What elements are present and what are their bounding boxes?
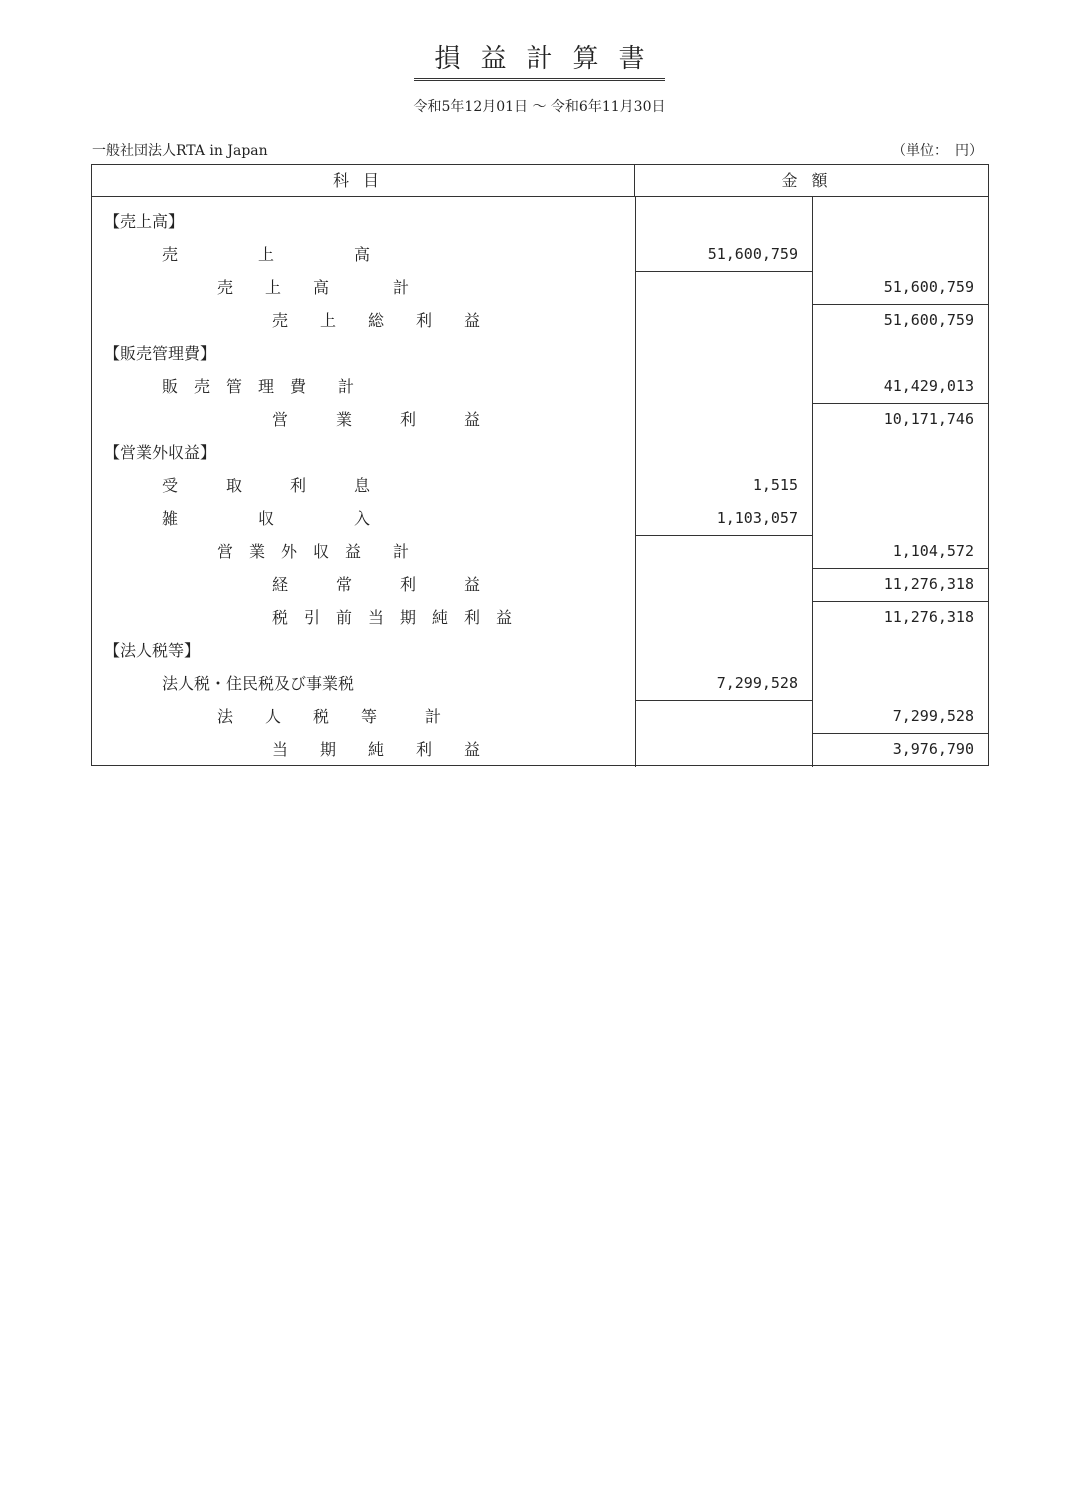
row-label: 法人税・住民税及び事業税 bbox=[162, 674, 355, 693]
row-label: 法 人 税 等 計 bbox=[217, 707, 442, 726]
amount-col1 bbox=[636, 271, 798, 304]
table-row bbox=[92, 733, 988, 766]
amount-col1 bbox=[636, 568, 798, 601]
amount-col2: 51,600,759 bbox=[883, 278, 974, 296]
amount-col2 bbox=[814, 337, 974, 370]
amount-col1 bbox=[636, 403, 798, 436]
amount-col2 bbox=[814, 502, 974, 535]
table-row bbox=[92, 700, 988, 733]
row-label: 税 引 前 当 期 純 利 益 bbox=[272, 608, 513, 627]
header-amount: 金額 bbox=[635, 165, 988, 197]
header-subject: 科目 bbox=[92, 165, 635, 197]
amount-col2 bbox=[814, 667, 974, 700]
table-row bbox=[92, 469, 988, 502]
subtotal-rule bbox=[812, 403, 988, 404]
amount-col2: 11,276,318 bbox=[883, 608, 974, 626]
amount-col1: 51,600,759 bbox=[707, 245, 798, 263]
row-label: 雑 収 入 bbox=[162, 509, 371, 528]
amount-col2 bbox=[814, 469, 974, 502]
table-row bbox=[92, 403, 988, 436]
amount-col1: 1,515 bbox=[752, 476, 798, 494]
table-row bbox=[92, 370, 988, 403]
table-row bbox=[92, 568, 988, 601]
amount-col1 bbox=[636, 304, 798, 337]
row-label: 受 取 利 息 bbox=[162, 476, 371, 495]
row-label: 売 上 高 計 bbox=[217, 278, 410, 297]
table-row bbox=[92, 634, 988, 667]
amount-col1 bbox=[636, 601, 798, 634]
unit-label: （単位： 円） bbox=[892, 143, 983, 159]
row-label: 営 業 利 益 bbox=[272, 410, 481, 429]
amount-col1 bbox=[636, 205, 798, 238]
row-label: 売 上 高 bbox=[162, 245, 371, 264]
table-row bbox=[92, 667, 988, 700]
amount-col2: 10,171,746 bbox=[883, 410, 974, 428]
section-heading-corporate-tax: 【法人税等】 bbox=[104, 641, 201, 660]
amount-col1 bbox=[636, 535, 798, 568]
amount-col2: 11,276,318 bbox=[883, 575, 974, 593]
row-label: 売 上 総 利 益 bbox=[272, 311, 481, 330]
amount-col2: 7,299,528 bbox=[892, 707, 974, 725]
table-row bbox=[92, 304, 988, 337]
income-statement-table bbox=[91, 164, 989, 766]
row-label: 販 売 管 理 費 計 bbox=[162, 377, 355, 396]
table-row bbox=[92, 238, 988, 271]
amount-col2 bbox=[814, 238, 974, 271]
row-label: 経 常 利 益 bbox=[272, 575, 481, 594]
amount-col1 bbox=[636, 700, 798, 733]
amount-col2: 41,429,013 bbox=[883, 377, 974, 395]
amount-col2: 1,104,572 bbox=[892, 542, 974, 560]
subtotal-rule bbox=[635, 535, 812, 536]
amount-col2 bbox=[814, 634, 974, 667]
table-row bbox=[92, 502, 988, 535]
section-heading-nonoperating-income: 【営業外収益】 bbox=[104, 443, 217, 462]
subtotal-rule bbox=[812, 568, 988, 569]
subtotal-rule bbox=[635, 700, 812, 701]
amount-col2: 51,600,759 bbox=[883, 311, 974, 329]
amount-col1 bbox=[636, 733, 798, 766]
section-heading-sga: 【販売管理費】 bbox=[104, 344, 217, 363]
subtotal-rule bbox=[812, 601, 988, 602]
subtotal-rule bbox=[635, 271, 812, 272]
row-label: 営 業 外 収 益 計 bbox=[217, 542, 410, 561]
subtotal-rule bbox=[812, 733, 988, 734]
fiscal-period: 令和5年12月01日 ～ 令和6年11月30日 bbox=[413, 99, 666, 115]
document-title: 損益計算書 bbox=[0, 42, 1079, 81]
subtotal-rule bbox=[812, 304, 988, 305]
table-row bbox=[92, 337, 988, 370]
amount-col1 bbox=[636, 436, 798, 469]
amount-col1: 7,299,528 bbox=[716, 674, 798, 692]
company-name: 一般社団法人RTA in Japan bbox=[92, 143, 268, 159]
amount-col1: 1,103,057 bbox=[716, 509, 798, 527]
amount-col1 bbox=[636, 370, 798, 403]
amount-col2 bbox=[814, 436, 974, 469]
table-row bbox=[92, 436, 988, 469]
table-row bbox=[92, 535, 988, 568]
amount-col2: 3,976,790 bbox=[892, 740, 974, 758]
amount-col1 bbox=[636, 337, 798, 370]
amount-col2 bbox=[814, 205, 974, 238]
amount-col1 bbox=[636, 634, 798, 667]
table-row bbox=[92, 205, 988, 238]
row-label: 当 期 純 利 益 bbox=[272, 740, 481, 759]
table-row bbox=[92, 601, 988, 634]
section-heading-sales: 【売上高】 bbox=[104, 212, 185, 231]
table-row bbox=[92, 271, 988, 304]
